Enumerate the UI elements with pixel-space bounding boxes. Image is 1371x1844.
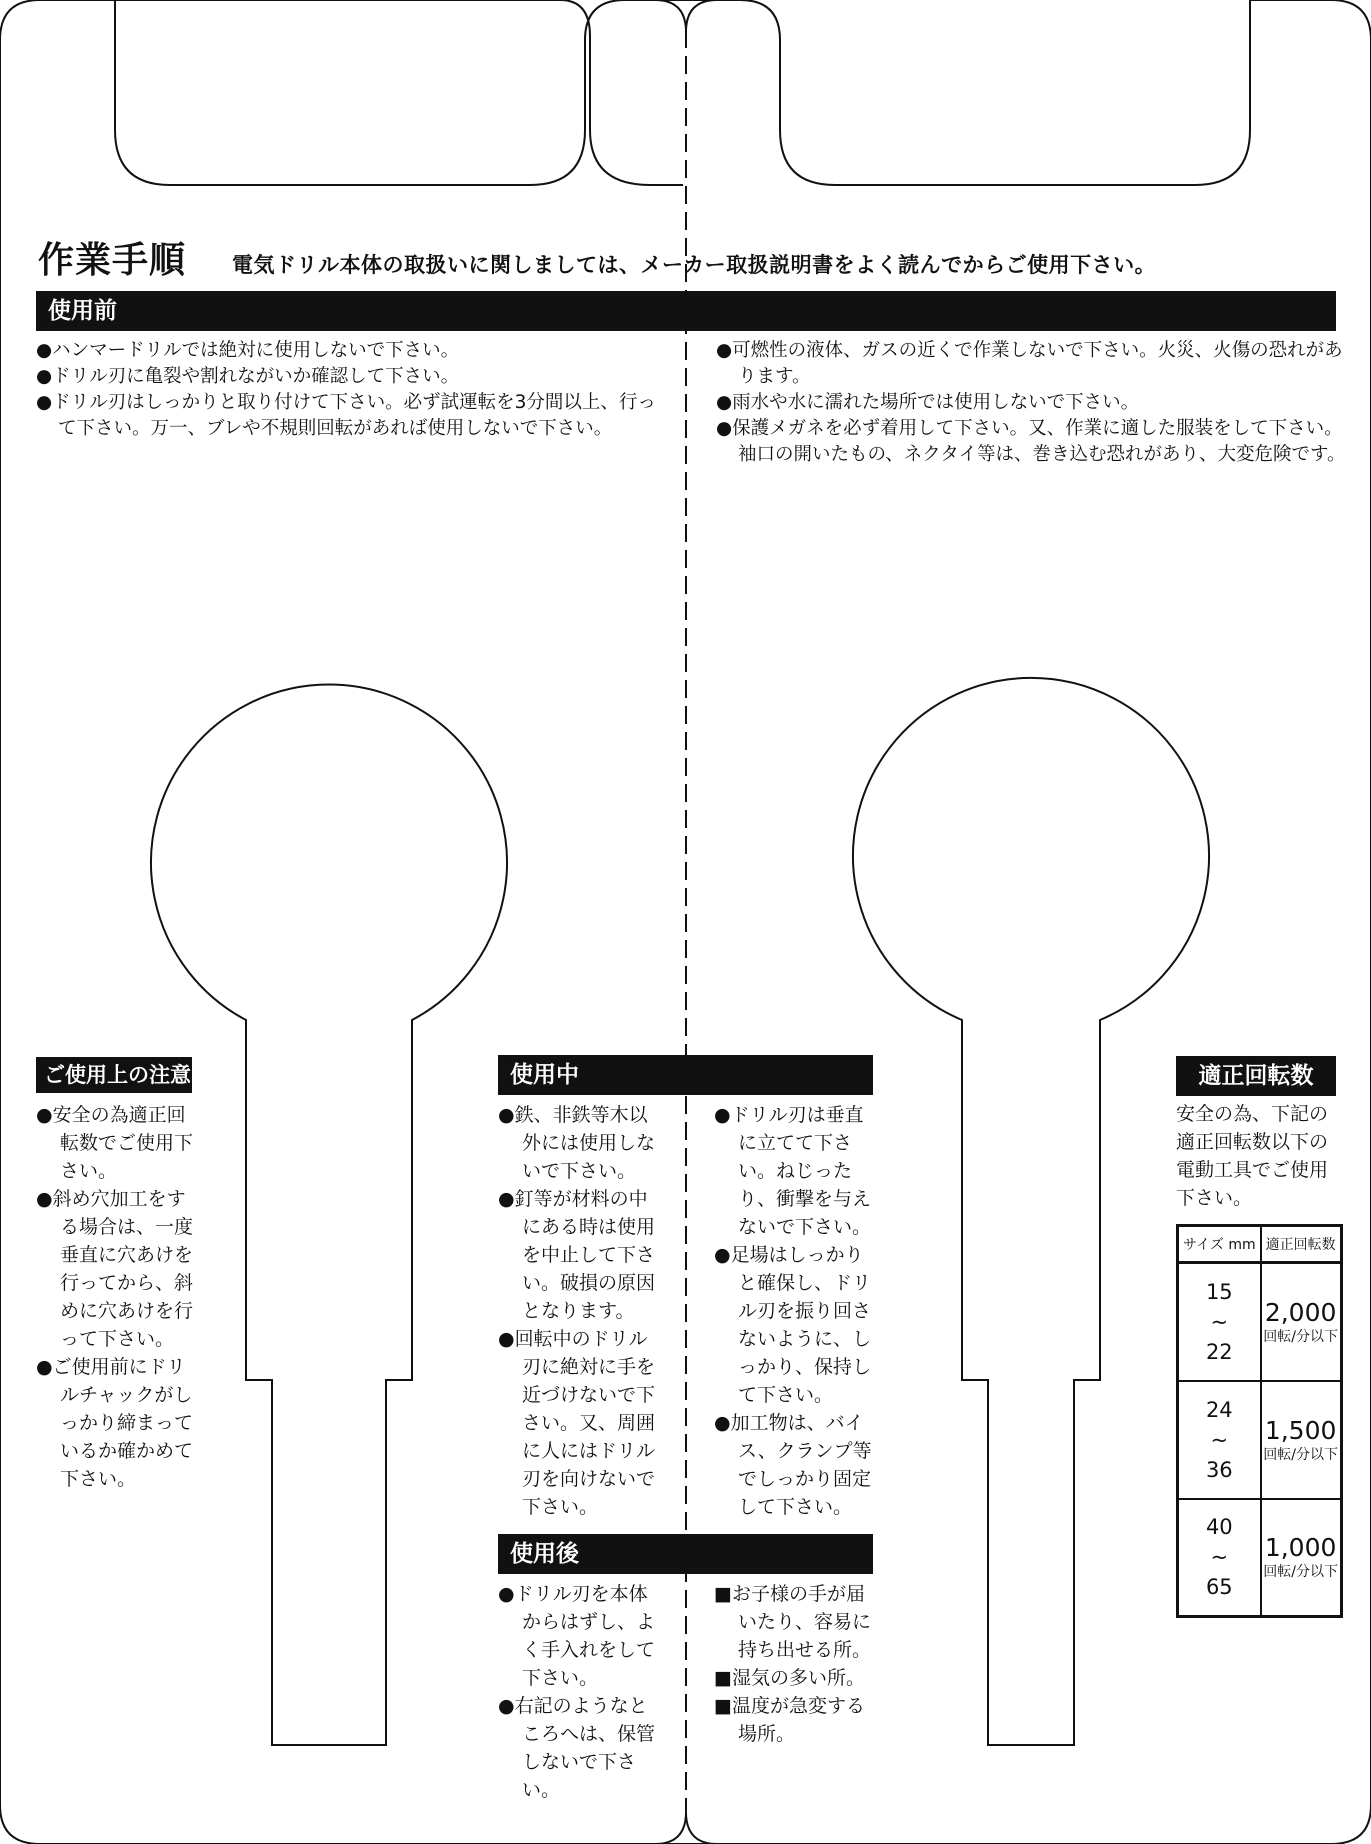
- list-item: ●ハンマードリルでは絶対に使用しないで下さい。: [36, 340, 460, 361]
- list-item: ●回転中のドリル刃に絶対に手を近づけないで下さい。又、周囲に人にはドリル刃を向けないで下さい。: [498, 1328, 656, 1518]
- list-item: ■お子様の手が届いたり、容易に持ち出せる所。: [714, 1583, 872, 1661]
- page-title: 作業手順: [38, 240, 187, 281]
- list-item: ●釘等が材料の中にある時は使用を中止して下さい。破損の原因となります。: [498, 1188, 656, 1322]
- list-item: ●鉄、非鉄等木以外には使用しないで下さい。: [498, 1104, 656, 1182]
- during-use-right-list: [714, 1101, 880, 1521]
- before-use-left-list: [36, 338, 666, 442]
- section-heading-during-use: 使用中: [498, 1055, 873, 1095]
- center-notch-bottom: [655, 1814, 717, 1844]
- list-item: ●加工物は、バイス、クランプ等でしっかり固定して下さい。: [714, 1412, 872, 1518]
- right-keyhole-cut: [853, 678, 1209, 1745]
- table-header-row: [1178, 1226, 1342, 1263]
- list-item: ●保護メガネを必ず着用して下さい。又、作業に適した服装をして下さい。袖口の開いたもの、ネクタイ等は、巻き込む恐れがあり、大変危険です。: [716, 418, 1346, 465]
- caution-list: [36, 1101, 198, 1493]
- rpm-note: 安全の為、下記の適正回転数以下の電動工具でご使用下さい。: [1176, 1103, 1329, 1209]
- table-row: [1178, 1381, 1342, 1499]
- after-use-left-list: [498, 1580, 664, 1804]
- left-keyhole-cut: [151, 685, 507, 1745]
- size-cell: 40 ~ 65: [1178, 1499, 1261, 1617]
- list-item: ●斜め穴加工をする場合は、一度垂直に穴あけを行ってから、斜めに穴あけを行って下さい。: [36, 1188, 194, 1350]
- size-cell: 15 ~ 22: [1178, 1263, 1261, 1381]
- list-item: ●足場はしっかりと確保し、ドリル刃を振り回さないように、しっかり、保持して下さい。: [714, 1244, 872, 1406]
- list-item: ●ドリル刃は垂直に立てて下さい。ねじったり、衝撃を与えないで下さい。: [714, 1104, 872, 1238]
- speed-cell: 1,500 回転/分以下: [1261, 1381, 1342, 1499]
- speed-cell: 2,000 回転/分以下: [1261, 1263, 1342, 1381]
- column-header-size: サイズ mm: [1178, 1226, 1261, 1263]
- section-heading-before-use: 使用前: [36, 291, 1336, 331]
- list-item: ●可燃性の液体、ガスの近くで作業しないで下さい。火災、火傷の恐れがあります。: [716, 340, 1343, 387]
- section-heading-after-use: 使用後: [498, 1534, 873, 1574]
- rpm-table: [1176, 1224, 1343, 1618]
- page-subtitle: 電気ドリル本体の取扱いに関しましては、メーカー取扱説明書をよく読んでからご使用下さい。: [232, 253, 1157, 277]
- list-item: ●安全の為適正回転数でご使用下さい。: [36, 1104, 194, 1182]
- column-header-speed: 適正回転数: [1261, 1226, 1342, 1263]
- list-item: ●ドリル刃に亀裂や割れながいか確認して下さい。: [36, 366, 460, 387]
- section-heading-rpm: 適正回転数: [1176, 1056, 1336, 1096]
- list-item: ■湿気の多い所。: [714, 1667, 865, 1689]
- list-item: ●雨水や水に濡れた場所では使用しないで下さい。: [716, 392, 1140, 413]
- size-cell: 24 ~ 36: [1178, 1381, 1261, 1499]
- after-use-right-list: [714, 1580, 880, 1748]
- list-item: ■温度が急変する場所。: [714, 1695, 865, 1745]
- list-item: ●右記のようなところへは、保管しないで下さい。: [498, 1695, 656, 1801]
- center-notch-top: [655, 0, 717, 30]
- list-item: ●ドリル刃を本体からはずし、よく手入れをして下さい。: [498, 1583, 656, 1689]
- speed-cell: 1,000 回転/分以下: [1263, 1533, 1338, 1581]
- section-heading-caution: ご使用上の注意: [36, 1057, 192, 1093]
- left-hook-cut: [115, 0, 683, 185]
- list-item: ●ご使用前にドリルチャックがしっかり締まっているか確かめて下さい。: [36, 1356, 194, 1490]
- list-item: ●ドリル刃はしっかりと取り付けて下さい。必ず試運転を3分間以上、行って下さい。万一、ブレや不規則回転があれば使用しないで下さい。: [36, 392, 656, 439]
- table-row: [1178, 1499, 1342, 1617]
- before-use-right-list: [716, 338, 1346, 468]
- during-use-left-list: [498, 1101, 664, 1521]
- table-row: [1178, 1263, 1342, 1381]
